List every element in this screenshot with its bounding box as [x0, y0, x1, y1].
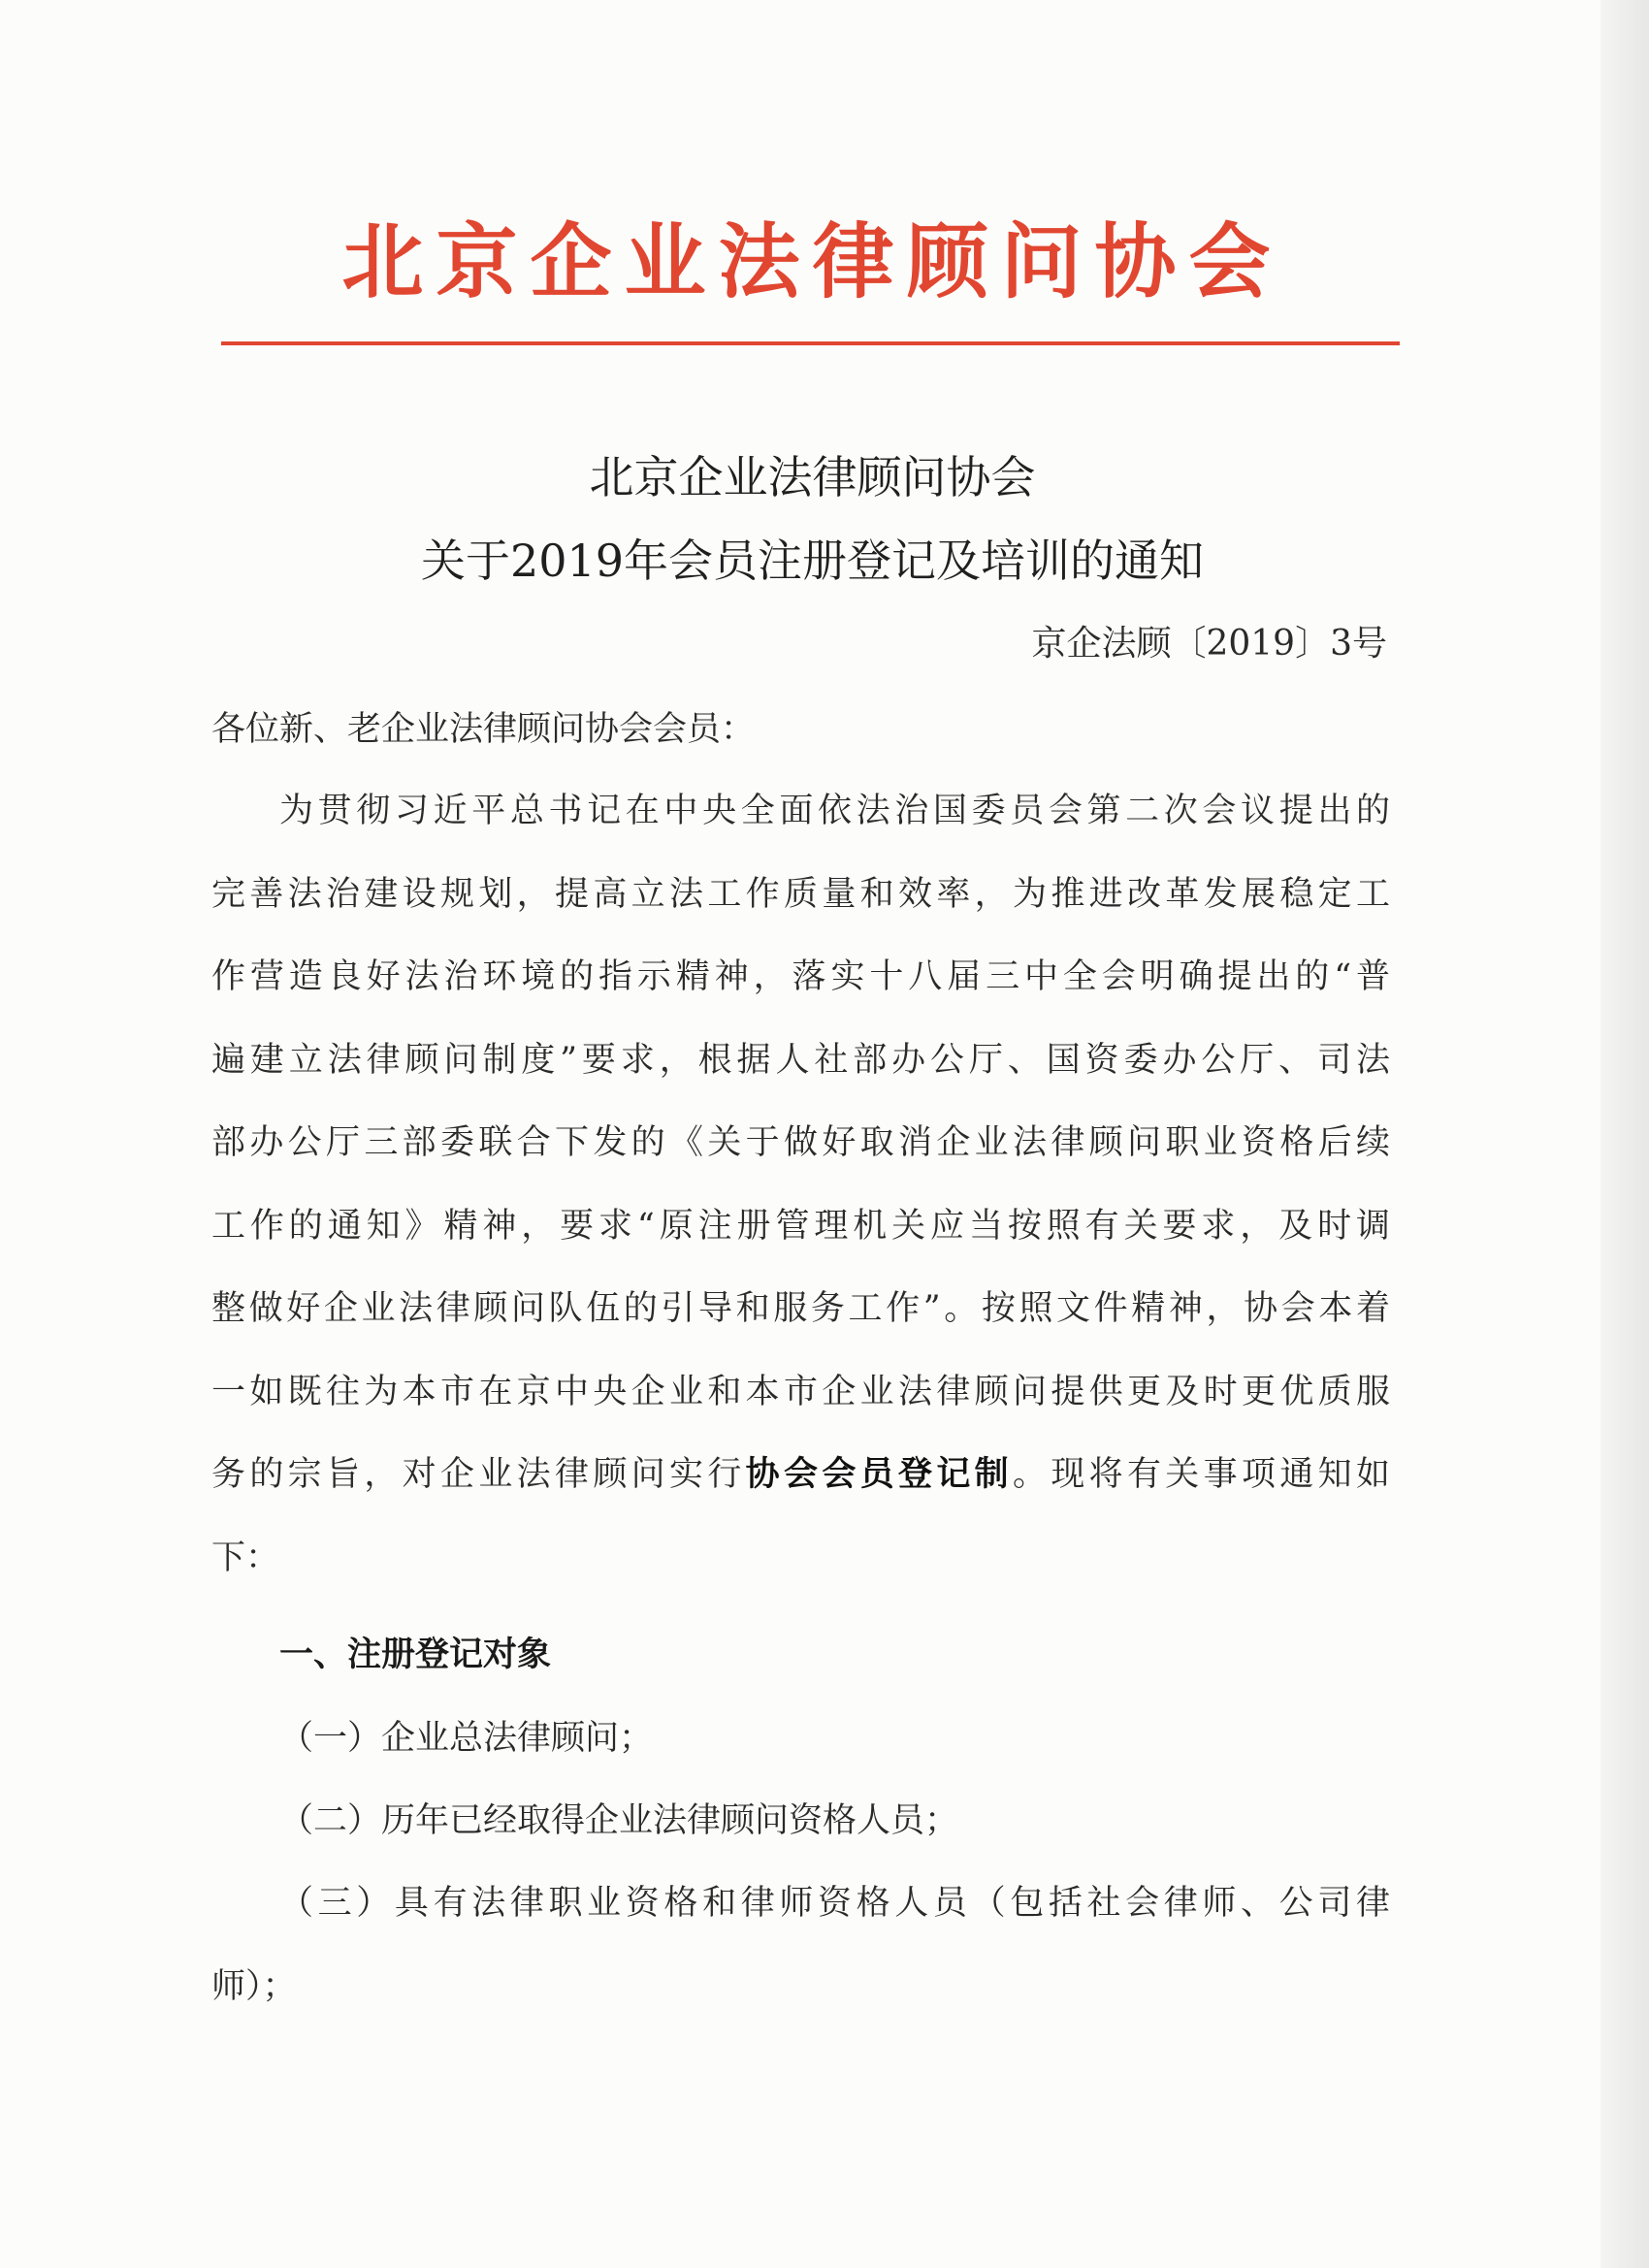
paragraph-line: 部办公厅三部委联合下发的《关于做好取消企业法律顾问职业资格后续 — [211, 1123, 1390, 1162]
list-item: （三）具有法律职业资格和律师资格人员（包括社会律师、公司律 — [279, 1884, 1390, 1923]
paragraph-line: 工作的通知》精神，要求“原注册管理机关应当按照有关要求，及时调 — [211, 1207, 1390, 1246]
salutation: 各位新、老企业法律顾问协会会员： — [211, 710, 756, 749]
paragraph-line: 下： — [211, 1539, 280, 1577]
paragraph-line: 一如既往为本市在京中央企业和本市企业法律顾问提供更及时更优质服 — [211, 1373, 1390, 1411]
paragraph-text: 。现将有关事项通知如 — [1012, 1455, 1390, 1494]
list-item: （二）历年已经取得企业法律顾问资格人员； — [279, 1801, 959, 1840]
emphasized-text: 协会会员登记制 — [745, 1454, 1013, 1494]
paragraph-line: 作营造良好法治环境的指示精神，落实十八届三中全会明确提出的“普 — [211, 957, 1390, 996]
letterhead-org-name: 北京企业法律顾问协会 — [341, 213, 1283, 309]
letterhead-red-rule — [221, 341, 1400, 345]
paragraph-line: 完善法治建设规划，提高立法工作质量和效率，为推进改革发展稳定工 — [211, 875, 1390, 914]
paragraph-line: 遍建立法律顾问制度”要求，根据人社部办公厅、国资委办公厅、司法 — [211, 1041, 1390, 1080]
document-number: 京企法顾〔2019〕3号 — [1031, 624, 1387, 664]
paragraph-line: 整做好企业法律顾问队伍的引导和服务工作”。按照文件精神，协会本着 — [211, 1289, 1390, 1328]
section-heading: 一、注册登记对象 — [279, 1636, 552, 1674]
document-title-line-1: 北京企业法律顾问协会 — [589, 451, 1036, 503]
document-title-line-2: 关于2019年会员注册登记及培训的通知 — [420, 535, 1205, 587]
list-item: （一）企业总法律顾问； — [279, 1719, 654, 1758]
list-item-continuation: 师）； — [211, 1967, 297, 2006]
paragraph-text: 务的宗旨，对企业法律顾问实行 — [211, 1455, 746, 1494]
paragraph-line: 为贯彻习近平总书记在中央全面依法治国委员会第二次会议提出的 — [279, 792, 1390, 830]
paragraph-line — [211, 1445, 1390, 1504]
scan-edge — [1600, 0, 1649, 2268]
